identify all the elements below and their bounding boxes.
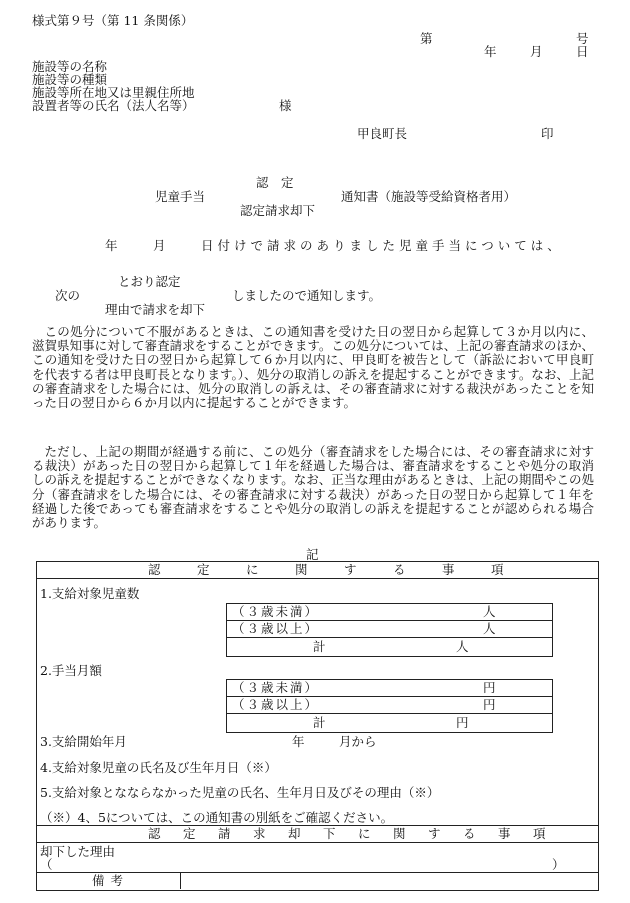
item3-month-from: 月から [339,734,377,749]
appeal-paragraph-2 [32,445,594,530]
seal-mark: 印 [541,126,554,141]
date-day: 日 [576,44,589,59]
paragraph-2-text: ただし、上記の期間が経過する前に、この処分（審査請求をした場合には、その審査請求に対する裁決）があった日の翌日から起算して１年を経過した場合は、審査請求をすることや処分の取消しの訴えを提起することができなくなります。なお、正当な理由があるときは、上記の期間やこの処分（審査請求をした場合には、その審査請求に対する裁決）があった日の翌日から起算して１年を経過した後であっても審査請求をすることや処分の取消しの訴えを提起することが認められる場合があります。 [32,444,594,531]
date-month: 月 [530,44,543,59]
title-right: 通知書（施設等受給資格者用） [341,189,517,204]
body-year: 年 [105,238,118,253]
item2-label: 2.手当月額 [40,663,102,678]
item1-over3: （３歳以上） [232,621,320,636]
item2-under3: （３歳未満） [232,680,320,695]
item3-label: 3.支給開始年月 [40,734,127,749]
item2-total: 計 [313,715,326,730]
item2-total-unit: 円 [456,715,469,730]
item5-label: 5.支給対象となならなかった児童の氏名、生年月日及びその理由（※） [40,785,440,800]
issuer-name: 甲良町長 [357,126,408,141]
reject-reason-open-paren: （ [40,857,53,872]
body-line2-rest: しましたので通知します。 [232,288,382,303]
recipient-facility-type: 施設等の種類 [32,72,108,87]
item2-over3-unit: 円 [483,697,496,712]
item1-under3: （３歳未満） [232,604,320,619]
doc-number-go: 号 [576,31,589,46]
date-year: 年 [484,44,497,59]
paragraph-1-text: この処分について不服があるときは、この通知書を受けた日の翌日から起算して３か月以内に、滋賀県知事に対して審査請求をすることができます。この処分については、上記の審査請求のほか、この通知を受けた日の翌日から起算して６か月以内に、甲良町を被告として（訴訟において甲良町を代表する者は甲良町長となります。）、処分の取消しの訴えを提起することができます。なお、上記の審査請求をした場合には、処分の取消しの訴えは、その審査請求に対する裁決があったことを知った日の翌日から６か月以内に提起することができます。 [32,324,594,411]
body-line2-top: とおり認定 [118,274,181,289]
ki-heading: 記 [306,547,319,562]
item3-year: 年 [292,734,305,749]
section1-header: 認 定 に 関 す る 事 項 [148,562,516,577]
item1-label: 1.支給対象児童数 [40,586,140,601]
section2-header: 認 定 請 求 却 下 に 関 す る 事 項 [148,826,551,841]
divider [36,578,598,579]
body-line2-bottom: 理由で請求を却下 [105,302,206,317]
item1-total: 計 [313,639,326,654]
body-line1-text: 日付けで請求のありました児童手当については、 [201,238,564,253]
reject-reason-close-paren: ） [552,857,565,872]
divider [36,842,598,843]
doc-number-dai: 第 [420,31,433,46]
item1-under3-unit: 人 [483,604,496,619]
appeal-paragraph-1 [32,325,594,410]
title-left: 児童手当 [155,189,206,204]
recipient-facility-name: 施設等の名称 [32,59,108,74]
body-month: 月 [153,238,166,253]
sama-honorific: 様 [279,98,292,113]
biko-label: 備考 [92,873,130,888]
item4-label: 4.支給対象児童の氏名及び生年月日（※） [40,760,277,775]
item2-over3: （３歳以上） [232,697,320,712]
divider [226,637,552,638]
item1-over3-unit: 人 [483,621,496,636]
reject-reason-label: 却下した理由 [40,844,116,859]
note-text: （※）4、5については、この通知書の別紙をご確認ください。 [40,810,394,825]
divider [226,713,552,714]
title-nintei: 認 定 [256,175,294,190]
divider [180,872,181,889]
title-kyakka: 認定請求却下 [240,203,316,218]
recipient-address: 施設等所在地又は里親住所地 [32,85,195,100]
item2-under3-unit: 円 [483,680,496,695]
item1-total-unit: 人 [456,639,469,654]
body-line2-tsugi: 次の [55,288,81,303]
recipient-founder-name: 設置者等の氏名（法人名等） [32,98,195,113]
form-number: 様式第９号（第 11 条関係） [32,13,194,28]
